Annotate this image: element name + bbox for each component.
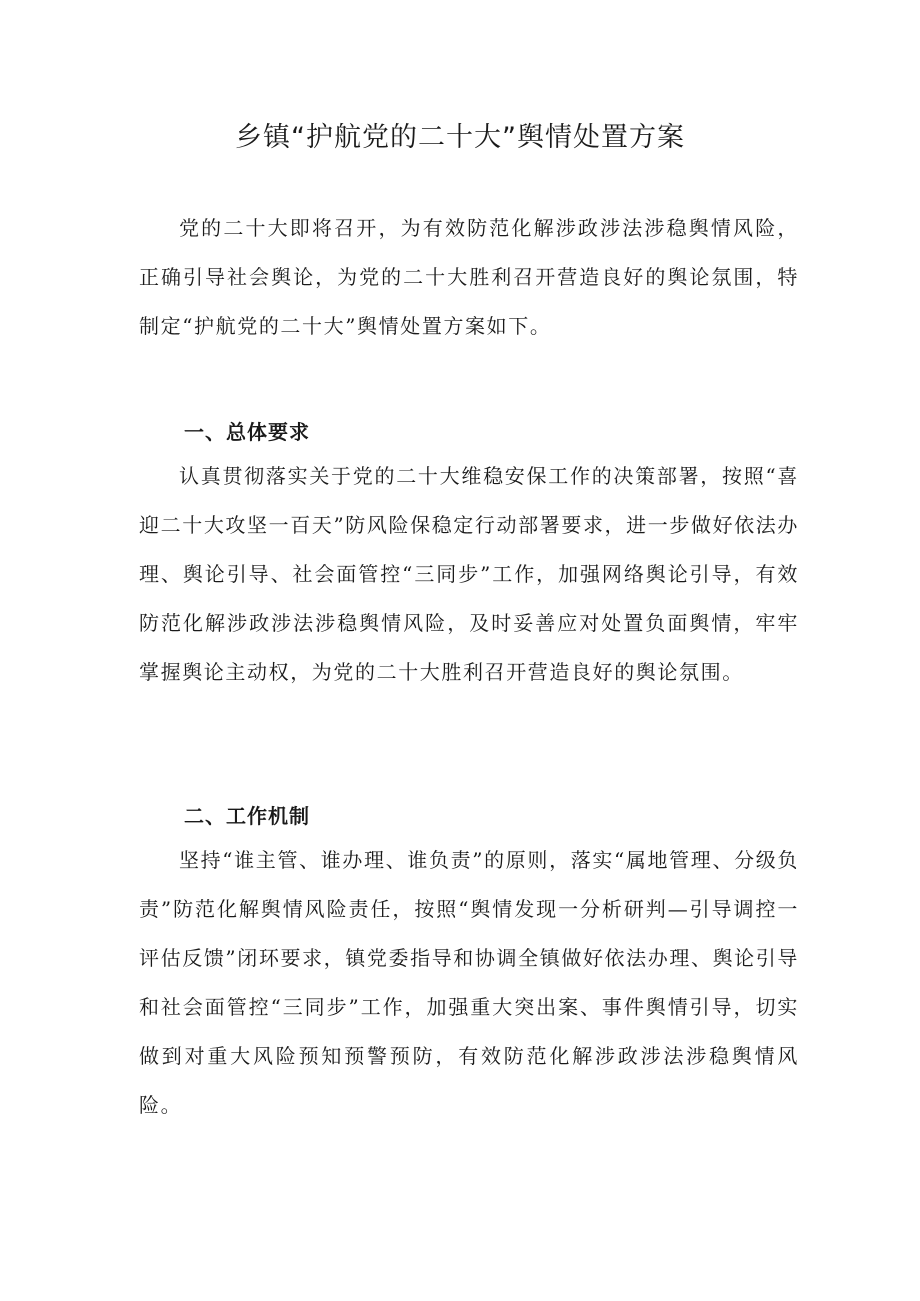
intro-paragraph: 党的二十大即将召开，为有效防范化解涉政涉法涉稳舆情风险，正确引导社会舆论，为党的二十大胜利召开营造良好的舆论氛围，特制定“护航党的二十大”舆情处置方案如下。: [139, 216, 799, 338]
section-heading-work-mechanism: 二、工作机制: [184, 804, 310, 828]
section-body-overall-requirements: 认真贯彻落实关于党的二十大维稳安保工作的决策部署，按照“喜迎二十大攻坚一百天”防风险保稳定行动部署要求，进一步做好依法办理、舆论引导、社会面管控“三同步”工作，加强网络舆论引导，有效防范化解涉政涉法涉稳舆情风险，及时妥善应对处置负面舆情，牢牢掌握舆论主动权，为党的二十大胜利召开营造良好的舆论氛围。: [139, 464, 799, 684]
section-body-work-mechanism: 坚持“谁主管、谁办理、谁负责”的原则，落实“属地管理、分级负责”防范化解舆情风险责任，按照“舆情发现一分析研判—引导调控一评估反馈”闭环要求，镇党委指导和协调全镇做好依法办理、舆论引导和社会面管控“三同步”工作，加强重大突出案、事件舆情引导，切实做到对重大风险预知预警预防，有效防范化解涉政涉法涉稳舆情风险。: [139, 848, 799, 1117]
section-heading-overall-requirements: 一、总体要求: [184, 420, 310, 444]
document-title: 乡镇“护航党的二十大”舆情处置方案: [235, 122, 685, 153]
